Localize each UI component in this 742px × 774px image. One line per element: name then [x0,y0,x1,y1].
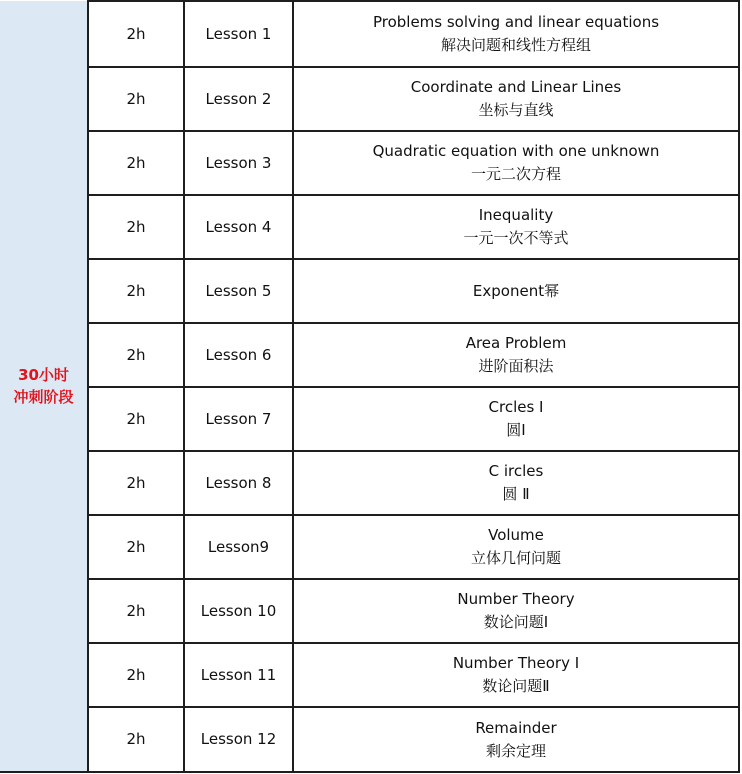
topic-english: Inequality [478,206,554,224]
hours-cell: 2h [88,131,184,195]
topic-english: Number Theory [457,590,575,608]
hours-cell: 2h [88,387,184,451]
table-row [0,259,739,323]
topic-chinese: 进阶面积法 [478,357,554,375]
stage-label-cell [0,1,88,772]
topic-english: Volume [488,526,544,544]
table-row [0,131,739,195]
topic-english: Area Problem [465,334,567,352]
stage-label-line2: 冲刺阶段 [13,388,74,406]
hours-cell: 2h [88,323,184,387]
topic-cell [293,323,739,387]
hours-cell: 2h [88,515,184,579]
hours-cell: 2h [88,67,184,131]
table-row [0,579,739,643]
lesson-cell: Lesson 7 [184,387,293,451]
topic-english: Crcles I [488,398,544,416]
topic-english: C ircles [488,462,544,480]
topic-chinese: 圆I [506,421,526,439]
table-row [0,323,739,387]
topic-chinese: 圆 Ⅱ [502,485,530,503]
lesson-cell: Lesson 1 [184,1,293,67]
table-row [0,67,739,131]
topic-cell [293,643,739,707]
table-row [0,387,739,451]
table-row [0,707,739,772]
lesson-cell: Lesson9 [184,515,293,579]
lesson-cell: Lesson 11 [184,643,293,707]
topic-cell [293,515,739,579]
topic-cell [293,451,739,515]
topic-chinese: 坐标与直线 [478,101,554,119]
topic-chinese: 立体几何问题 [470,549,561,567]
hours-cell: 2h [88,707,184,772]
lesson-cell: Lesson 8 [184,451,293,515]
topic-chinese: 一元一次不等式 [463,229,569,247]
topic-chinese: 剩余定理 [485,741,546,760]
topic-english: Remainder [475,718,557,737]
table-row [0,643,739,707]
table-row [0,515,739,579]
lesson-cell: Lesson 3 [184,131,293,195]
lesson-cell: Lesson 12 [184,707,293,772]
hours-cell: 2h [88,1,184,67]
topic-chinese: 数论问题I [483,613,549,631]
topic-chinese: 解决问题和线性方程组 [440,36,591,54]
topic-english: Number Theory I [452,654,580,672]
topic-chinese: 数论问题Ⅱ [482,677,550,695]
topic-cell [293,387,739,451]
topic-english: Exponent幂 [472,281,560,300]
topic-cell [293,195,739,259]
table-row [0,451,739,515]
lesson-cell: Lesson 6 [184,323,293,387]
topic-chinese: 一元二次方程 [470,165,561,183]
hours-cell: 2h [88,259,184,323]
hours-cell: 2h [88,195,184,259]
lesson-cell: Lesson 2 [184,67,293,131]
topic-cell [293,707,739,772]
topic-english: Quadratic equation with one unknown [372,142,660,160]
lesson-cell: Lesson 10 [184,579,293,643]
topic-english: Coordinate and Linear Lines [410,78,622,96]
topic-cell [293,1,739,67]
topic-cell [293,579,739,643]
lesson-cell: Lesson 5 [184,259,293,323]
topic-cell [293,259,739,323]
table-row [0,195,739,259]
hours-cell: 2h [88,579,184,643]
topic-cell [293,131,739,195]
topic-cell [293,67,739,131]
topic-english: Problems solving and linear equations [372,13,660,31]
hours-cell: 2h [88,643,184,707]
hours-cell: 2h [88,451,184,515]
lesson-cell: Lesson 4 [184,195,293,259]
stage-label-line1: 30小时 [18,366,69,384]
table-row [0,1,739,67]
